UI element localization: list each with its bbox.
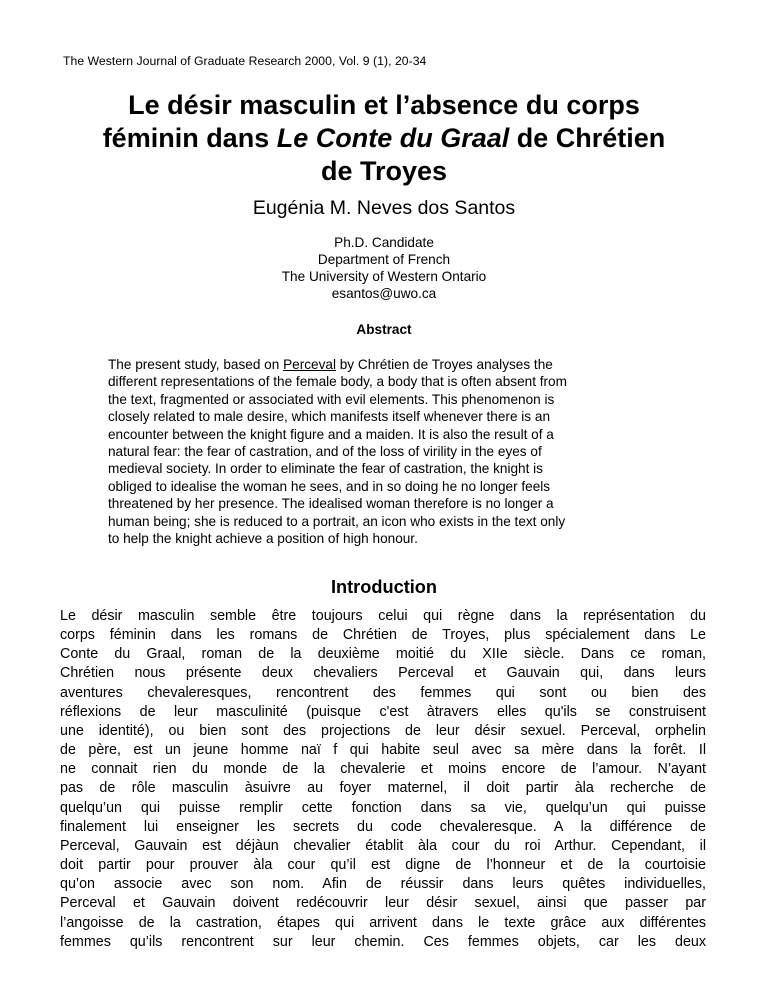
body-line: réflexions de leur masculinité (puisque c'est àtravers elles qu'ils se construisent <box>60 703 706 720</box>
section-heading-introduction: Introduction <box>330 577 438 597</box>
body-line: l’angoisse de la castration, étapes qui arrivent dans le texte grâce aux différentes <box>60 914 706 931</box>
title-italic-work: Le Conte du Graal <box>276 123 510 153</box>
body-line: Perceval, Gauvain est déjàun chevalier établit àla cour du roi Arthur. Cependant, il <box>60 837 706 854</box>
affiliation-department: Department of French <box>317 252 451 267</box>
author-name: Eugénia M. Neves dos Santos <box>252 197 516 219</box>
author-affiliation <box>0 234 768 302</box>
title-line-2-start: féminin dans <box>102 123 277 153</box>
abstract-line: the text, fragmented or associated with evil elements. This phenomenon is <box>108 391 555 407</box>
running-head: The Western Journal of Graduate Research 2000, Vol. 9 (1), 20-34 <box>63 54 427 68</box>
abstract-line: human being; she is reduced to a portrait, an icon who exists in the text only <box>108 513 566 529</box>
affiliation-university: The University of Western Ontario <box>281 269 487 284</box>
abstract-line: to help the knight achieve a position of high honour. <box>108 531 418 547</box>
body-line: aventures chevaleresques, rencontrent des femmes qui sont ou bien des <box>60 684 706 701</box>
abstract-line-start: The present study, based on <box>108 357 284 372</box>
abstract-underlined-title: Perceval <box>283 357 336 372</box>
title-line-3: de Troyes <box>320 156 448 186</box>
body-line: Conte du Graal, roman de la deuxième moitié du XIIe siècle. Dans ce roman, <box>60 646 706 663</box>
abstract-line: threatened by her presence. The idealised woman therefore is no longer a <box>108 496 554 512</box>
title-line-1: Le désir masculin et l’absence du corps <box>128 90 640 120</box>
body-line: finalement lui enseigner les secrets du code chevaleresque. A la différence de <box>60 818 706 835</box>
affiliation-position: Ph.D. Candidate <box>334 235 434 250</box>
body-line: qu’on associe avec son nom. Afin de réussir dans leurs quêtes individuelles, <box>60 876 706 893</box>
abstract-line-end: by Chrétien de Troyes analyses the <box>335 357 553 372</box>
body-line: femmes qu’ils rencontrent sur leur chemin. Ces femmes objets, car les deux <box>60 933 706 950</box>
abstract-line: encounter between the knight figure and a maiden. It is also the result of a <box>108 426 554 442</box>
abstract-text <box>108 356 668 547</box>
body-line: une identité), ou bien sont des projections de leur désir sexuel. Perceval, orphelin <box>60 722 706 739</box>
body-line: Chrétien nous présente deux chevaliers Perceval et Gauvain qui, dans leurs <box>60 665 706 682</box>
abstract-line <box>108 356 668 373</box>
abstract-line: obliged to idealise the woman he sees, and in so doing he no longer feels <box>108 478 551 494</box>
body-line: quelqu’un qui puisse remplir cette fonction dans sa vie, quelqu’un qui puisse <box>60 799 706 816</box>
abstract-heading: Abstract <box>356 322 412 337</box>
body-line: ne connait rien du monde de la chevalerie et moins encore de l’amour. N’ayant <box>60 761 706 778</box>
body-line: pas de rôle masculin àsuivre au foyer maternel, il doit partir àla recherche de <box>60 780 706 797</box>
body-line: corps féminin dans les romans de Chrétien de Troyes, plus spécialement dans Le <box>60 627 706 644</box>
body-line: doit partir pour prouver àla cour qu’il est digne de l’honneur et de la courtoisie <box>60 857 706 874</box>
introduction-body <box>60 607 706 952</box>
affiliation-email: esantos@uwo.ca <box>331 286 437 301</box>
body-line: Perceval et Gauvain doivent redécouvrir leur désir sexuel, ainsi que passer par <box>60 895 706 912</box>
title-line-2 <box>60 122 708 155</box>
abstract-line: different representations of the female body, a body that is often absent from <box>108 374 567 390</box>
title-line-2-end: de Chrétien <box>509 123 666 153</box>
abstract-line: closely related to male desire, which manifests itself whenever there is an <box>108 409 551 425</box>
body-line: de père, est un jeune homme naï f qui habite seul avec sa mère dans la forêt. Il <box>60 742 706 759</box>
body-line: Le désir masculin semble être toujours celui qui règne dans la représentation du <box>60 608 706 624</box>
abstract-line: natural fear: the fear of castration, and of the loss of virility in the eyes of <box>108 444 542 460</box>
paper-title <box>60 89 708 188</box>
abstract-line: medieval society. In order to eliminate the fear of castration, the knight is <box>108 461 543 477</box>
